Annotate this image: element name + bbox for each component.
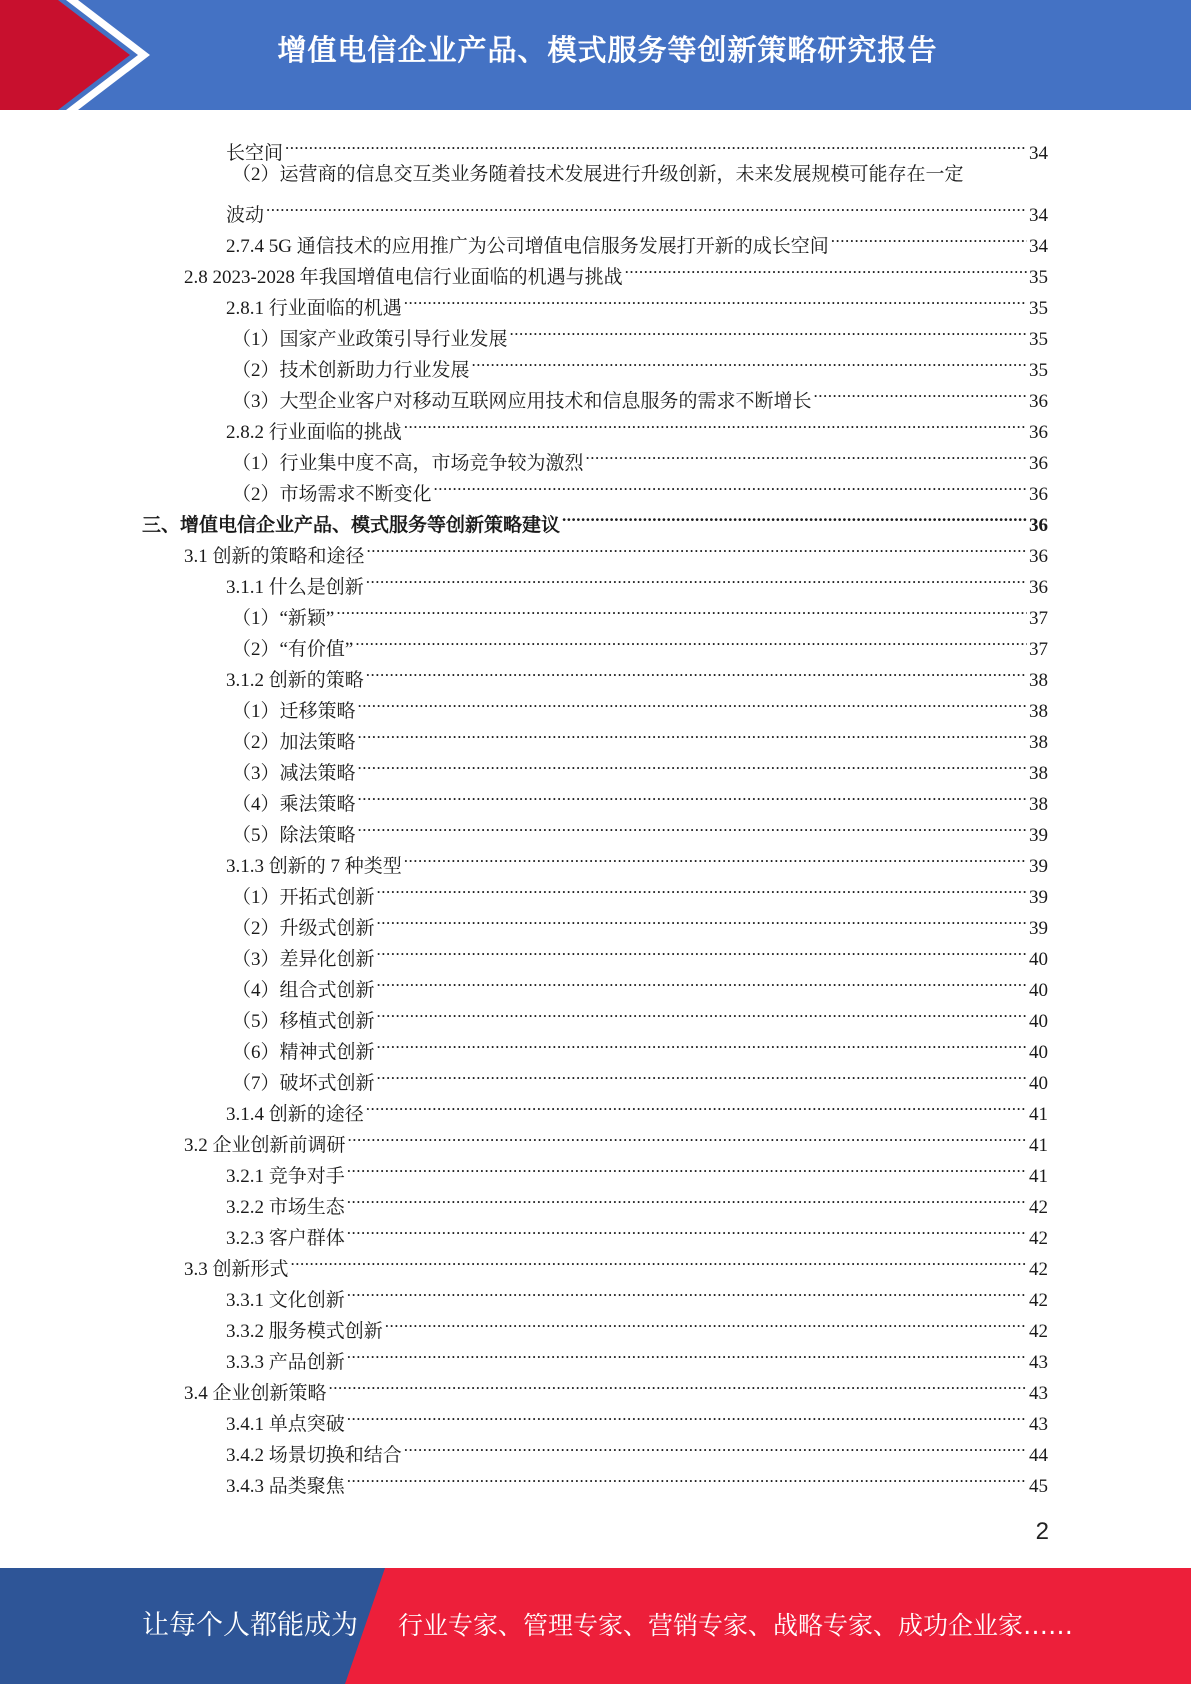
toc-entry-title: （7）破坏式创新 bbox=[232, 1073, 375, 1094]
report-title: 增值电信企业产品、模式服务等创新策略研究报告 bbox=[277, 33, 938, 67]
toc-entry-page: 36 bbox=[1029, 484, 1048, 505]
toc-entry[interactable] bbox=[226, 128, 1048, 164]
toc-entry-page: 40 bbox=[1029, 949, 1048, 970]
toc-entry-page: 35 bbox=[1029, 329, 1048, 350]
toc-entry-title: 3.3.3 产品创新 bbox=[226, 1352, 345, 1373]
toc-entry-page: 45 bbox=[1029, 1476, 1048, 1497]
toc-leader-dots bbox=[562, 500, 1027, 531]
toc-entry-page: 42 bbox=[1029, 1259, 1048, 1280]
toc-entry-title: （1）迁移策略 bbox=[232, 701, 356, 722]
toc-leader-dots bbox=[355, 624, 1027, 655]
toc-leader-dots bbox=[347, 1213, 1027, 1244]
toc-entry-page: 40 bbox=[1029, 1073, 1048, 1094]
toc-entry[interactable] bbox=[184, 1120, 1048, 1156]
toc-leader-dots bbox=[347, 1182, 1027, 1213]
toc-entry-page: 35 bbox=[1029, 298, 1048, 319]
toc-leader-dots bbox=[510, 314, 1027, 345]
toc-leader-dots bbox=[358, 810, 1027, 841]
toc-entry[interactable] bbox=[232, 686, 1048, 722]
toc-entry[interactable] bbox=[232, 872, 1048, 908]
toc-entry[interactable] bbox=[226, 1151, 1048, 1187]
toc-leader-dots bbox=[377, 965, 1027, 996]
toc-entry-page: 38 bbox=[1029, 701, 1048, 722]
page-footer bbox=[0, 1568, 1191, 1684]
toc-entry[interactable] bbox=[226, 841, 1048, 877]
toc-entry[interactable] bbox=[232, 159, 1048, 190]
toc-entry[interactable] bbox=[226, 1182, 1048, 1218]
toc-leader-dots bbox=[404, 841, 1027, 872]
toc-entry[interactable] bbox=[184, 531, 1048, 567]
toc-entry-page: 43 bbox=[1029, 1383, 1048, 1404]
toc-entry-title: 3.4.1 单点突破 bbox=[226, 1414, 345, 1435]
toc-entry[interactable] bbox=[232, 593, 1048, 629]
toc-entry-title: （1）国家产业政策引导行业发展 bbox=[232, 329, 508, 350]
toc-entry-page: 34 bbox=[1029, 143, 1048, 164]
toc-entry-title: （1）行业集中度不高，市场竞争较为激烈 bbox=[232, 453, 584, 474]
toc-entry[interactable] bbox=[226, 1089, 1048, 1125]
toc-entry-page: 36 bbox=[1029, 391, 1048, 412]
toc-entry-title: 3.1.3 创新的 7 种类型 bbox=[226, 856, 402, 877]
toc-entry-title: （5）除法策略 bbox=[232, 825, 356, 846]
toc-entry[interactable] bbox=[232, 314, 1048, 350]
toc-leader-dots bbox=[347, 1461, 1027, 1492]
toc-leader-dots bbox=[377, 872, 1027, 903]
toc-entry[interactable] bbox=[232, 903, 1048, 939]
toc-entry-title: 3.4 企业创新策略 bbox=[184, 1383, 327, 1404]
toc-entry[interactable] bbox=[232, 810, 1048, 846]
toc-entry[interactable] bbox=[232, 469, 1048, 505]
toc-entry-title: （4）组合式创新 bbox=[232, 980, 375, 1001]
toc-entry-title: 3.1.4 创新的途径 bbox=[226, 1104, 364, 1125]
toc-leader-dots bbox=[377, 903, 1027, 934]
toc-entry-title: 3.4.2 场景切换和结合 bbox=[226, 1445, 402, 1466]
toc-leader-dots bbox=[285, 128, 1027, 159]
toc-leader-dots bbox=[347, 1151, 1027, 1182]
toc-leader-dots bbox=[358, 686, 1027, 717]
toc-entry-page: 38 bbox=[1029, 732, 1048, 753]
toc-entry[interactable] bbox=[226, 1306, 1048, 1342]
toc-entry-title: （2）技术创新助力行业发展 bbox=[232, 360, 470, 381]
toc-entry-page: 40 bbox=[1029, 980, 1048, 1001]
toc-entry[interactable] bbox=[232, 438, 1048, 474]
toc-leader-dots bbox=[586, 438, 1027, 469]
toc-entry-title: 3.3.2 服务模式创新 bbox=[226, 1321, 383, 1342]
toc-entry-title: （5）移植式创新 bbox=[232, 1011, 375, 1032]
toc-entry-title: 3.2.3 客户群体 bbox=[226, 1228, 345, 1249]
toc-entry-page: 39 bbox=[1029, 918, 1048, 939]
toc-leader-dots bbox=[404, 283, 1027, 314]
footer-slogan-left: 让每个人都能成为 bbox=[142, 1610, 358, 1641]
toc-entry[interactable] bbox=[226, 283, 1048, 319]
toc-entry-page: 38 bbox=[1029, 794, 1048, 815]
toc-leader-dots bbox=[377, 1058, 1027, 1089]
toc-leader-dots bbox=[358, 748, 1027, 779]
toc-entry-page: 40 bbox=[1029, 1042, 1048, 1063]
toc-entry-title: （3）减法策略 bbox=[232, 763, 356, 784]
toc-entry-page: 42 bbox=[1029, 1228, 1048, 1249]
toc-leader-dots bbox=[366, 562, 1027, 593]
toc-leader-dots bbox=[404, 407, 1027, 438]
toc-entry-title: （2）运营商的信息交互类业务随着技术发展进行升级创新，未来发展规模可能存在一定 bbox=[232, 164, 964, 185]
toc-leader-dots bbox=[625, 252, 1027, 283]
toc-entry-title: 2.7.4 5G 通信技术的应用推广为公司增值电信服务发展打开新的成长空间 bbox=[226, 236, 829, 257]
toc-entry[interactable] bbox=[226, 1275, 1048, 1311]
toc-entry-title: 3.2.2 市场生态 bbox=[226, 1197, 345, 1218]
toc-entry[interactable] bbox=[226, 1461, 1048, 1497]
toc-entry[interactable] bbox=[184, 252, 1048, 288]
toc-entry[interactable] bbox=[232, 779, 1048, 815]
toc-entry[interactable] bbox=[226, 562, 1048, 598]
toc-entry-page: 38 bbox=[1029, 763, 1048, 784]
toc-entry-page: 37 bbox=[1029, 639, 1048, 660]
toc-entry[interactable] bbox=[232, 624, 1048, 660]
toc-entry-title: 3.1.1 什么是创新 bbox=[226, 577, 364, 598]
toc-entry[interactable] bbox=[184, 1244, 1048, 1280]
toc-entry-title: 2.8.2 行业面临的挑战 bbox=[226, 422, 402, 443]
toc-entry-page: 39 bbox=[1029, 887, 1048, 908]
toc-entry[interactable] bbox=[232, 345, 1048, 381]
toc-entry-page: 36 bbox=[1029, 546, 1048, 567]
toc-leader-dots bbox=[377, 1027, 1027, 1058]
toc-entry-page: 36 bbox=[1029, 422, 1048, 443]
toc-entry-title: （3）差异化创新 bbox=[232, 949, 375, 970]
toc-entry-title: （2）加法策略 bbox=[232, 732, 356, 753]
toc-leader-dots bbox=[385, 1306, 1027, 1337]
toc-leader-dots bbox=[377, 934, 1027, 965]
toc-entry-page: 34 bbox=[1029, 236, 1048, 257]
toc-entry-title: 2.8 2023-2028 年我国增值电信行业面临的机遇与挑战 bbox=[184, 267, 623, 288]
toc-entry-page: 43 bbox=[1029, 1352, 1048, 1373]
toc-entry-page: 36 bbox=[1029, 453, 1048, 474]
toc-leader-dots bbox=[336, 593, 1027, 624]
toc-leader-dots bbox=[358, 717, 1027, 748]
toc-entry-page: 36 bbox=[1029, 577, 1048, 598]
toc-entry-title: （3）大型企业客户对移动互联网应用技术和信息服务的需求不断增长 bbox=[232, 391, 812, 412]
toc-entry-title: 3.4.3 品类聚焦 bbox=[226, 1476, 345, 1497]
toc-entry-page: 35 bbox=[1029, 360, 1048, 381]
toc-entry-page: 34 bbox=[1029, 205, 1048, 226]
toc-leader-dots bbox=[434, 469, 1027, 500]
toc-entry-page: 39 bbox=[1029, 825, 1048, 846]
footer-slogan-right: 行业专家、管理专家、营销专家、战略专家、成功企业家…… bbox=[398, 1611, 1074, 1640]
toc-leader-dots bbox=[348, 1120, 1027, 1151]
toc-entry[interactable] bbox=[232, 376, 1048, 412]
toc-entry[interactable] bbox=[226, 1430, 1048, 1466]
toc-chapter-entry[interactable] bbox=[142, 500, 1048, 536]
toc-leader-dots bbox=[377, 996, 1027, 1027]
toc-entry-title: （6）精神式创新 bbox=[232, 1042, 375, 1063]
toc-entry[interactable] bbox=[226, 1213, 1048, 1249]
toc-entry[interactable] bbox=[232, 1027, 1048, 1063]
toc-entry-page: 36 bbox=[1029, 515, 1048, 536]
toc-entry[interactable] bbox=[226, 221, 1048, 257]
toc-entry[interactable] bbox=[232, 717, 1048, 753]
toc-leader-dots bbox=[358, 779, 1027, 810]
toc-entry-title: （1）开拓式创新 bbox=[232, 887, 375, 908]
toc-entry-page: 44 bbox=[1029, 1445, 1048, 1466]
toc-entry[interactable] bbox=[226, 190, 1048, 226]
toc-entry-title: 三、增值电信企业产品、模式服务等创新策略建议 bbox=[142, 515, 561, 536]
toc-entry-page: 38 bbox=[1029, 670, 1048, 691]
toc-leader-dots bbox=[347, 1399, 1027, 1430]
toc-leader-dots bbox=[814, 376, 1027, 407]
toc-leader-dots bbox=[347, 1275, 1027, 1306]
toc-entry[interactable] bbox=[232, 965, 1048, 1001]
toc-entry-title: 长空间 bbox=[226, 143, 284, 164]
toc-entry-page: 35 bbox=[1029, 267, 1048, 288]
toc-entry-title: （2）“有价值” bbox=[232, 639, 354, 660]
page-number: 2 bbox=[1035, 1518, 1049, 1545]
toc-entry-title: （2）升级式创新 bbox=[232, 918, 375, 939]
toc-entry[interactable] bbox=[232, 748, 1048, 784]
toc-entry-page: 42 bbox=[1029, 1321, 1048, 1342]
toc-leader-dots bbox=[367, 531, 1027, 562]
toc-leader-dots bbox=[831, 221, 1027, 252]
toc-entry[interactable] bbox=[226, 655, 1048, 691]
toc-entry-title: 波动 bbox=[226, 205, 265, 226]
toc-entry-title: 3.2 企业创新前调研 bbox=[184, 1135, 346, 1156]
toc-leader-dots bbox=[472, 345, 1027, 376]
toc-entry-title: （1）“新颖” bbox=[232, 608, 335, 629]
toc-entry[interactable] bbox=[226, 407, 1048, 443]
toc-entry[interactable] bbox=[226, 1399, 1048, 1435]
toc-entry-title: 3.2.1 竞争对手 bbox=[226, 1166, 345, 1187]
page-header bbox=[0, 0, 1191, 110]
toc-entry-title: 2.8.1 行业面临的机遇 bbox=[226, 298, 402, 319]
toc-entry-page: 41 bbox=[1029, 1104, 1048, 1125]
toc-entry-page: 42 bbox=[1029, 1197, 1048, 1218]
toc-entry[interactable] bbox=[232, 996, 1048, 1032]
toc-leader-dots bbox=[291, 1244, 1027, 1275]
toc-entry-page: 42 bbox=[1029, 1290, 1048, 1311]
toc-entry-title: 3.1.2 创新的策略 bbox=[226, 670, 364, 691]
toc-entry[interactable] bbox=[226, 1337, 1048, 1373]
toc-entry-page: 39 bbox=[1029, 856, 1048, 877]
toc-entry-page: 43 bbox=[1029, 1414, 1048, 1435]
toc-leader-dots bbox=[366, 655, 1027, 686]
toc-entry-page: 41 bbox=[1029, 1135, 1048, 1156]
toc-leader-dots bbox=[366, 1089, 1027, 1120]
toc-entry-page: 40 bbox=[1029, 1011, 1048, 1032]
toc-entry-title: （4）乘法策略 bbox=[232, 794, 356, 815]
toc-leader-dots bbox=[266, 190, 1027, 221]
toc-entry-page: 41 bbox=[1029, 1166, 1048, 1187]
toc-leader-dots bbox=[404, 1430, 1027, 1461]
toc-entry-title: 3.3 创新形式 bbox=[184, 1259, 289, 1280]
toc-entry-page: 37 bbox=[1029, 608, 1048, 629]
toc-leader-dots bbox=[347, 1337, 1027, 1368]
toc-entry[interactable] bbox=[232, 934, 1048, 970]
toc-leader-dots bbox=[329, 1368, 1027, 1399]
toc-entry-title: （2）市场需求不断变化 bbox=[232, 484, 432, 505]
toc-entry-title: 3.3.1 文化创新 bbox=[226, 1290, 345, 1311]
toc-entry[interactable] bbox=[184, 1368, 1048, 1404]
toc-entry-title: 3.1 创新的策略和途径 bbox=[184, 546, 365, 567]
toc-entry[interactable] bbox=[232, 1058, 1048, 1094]
